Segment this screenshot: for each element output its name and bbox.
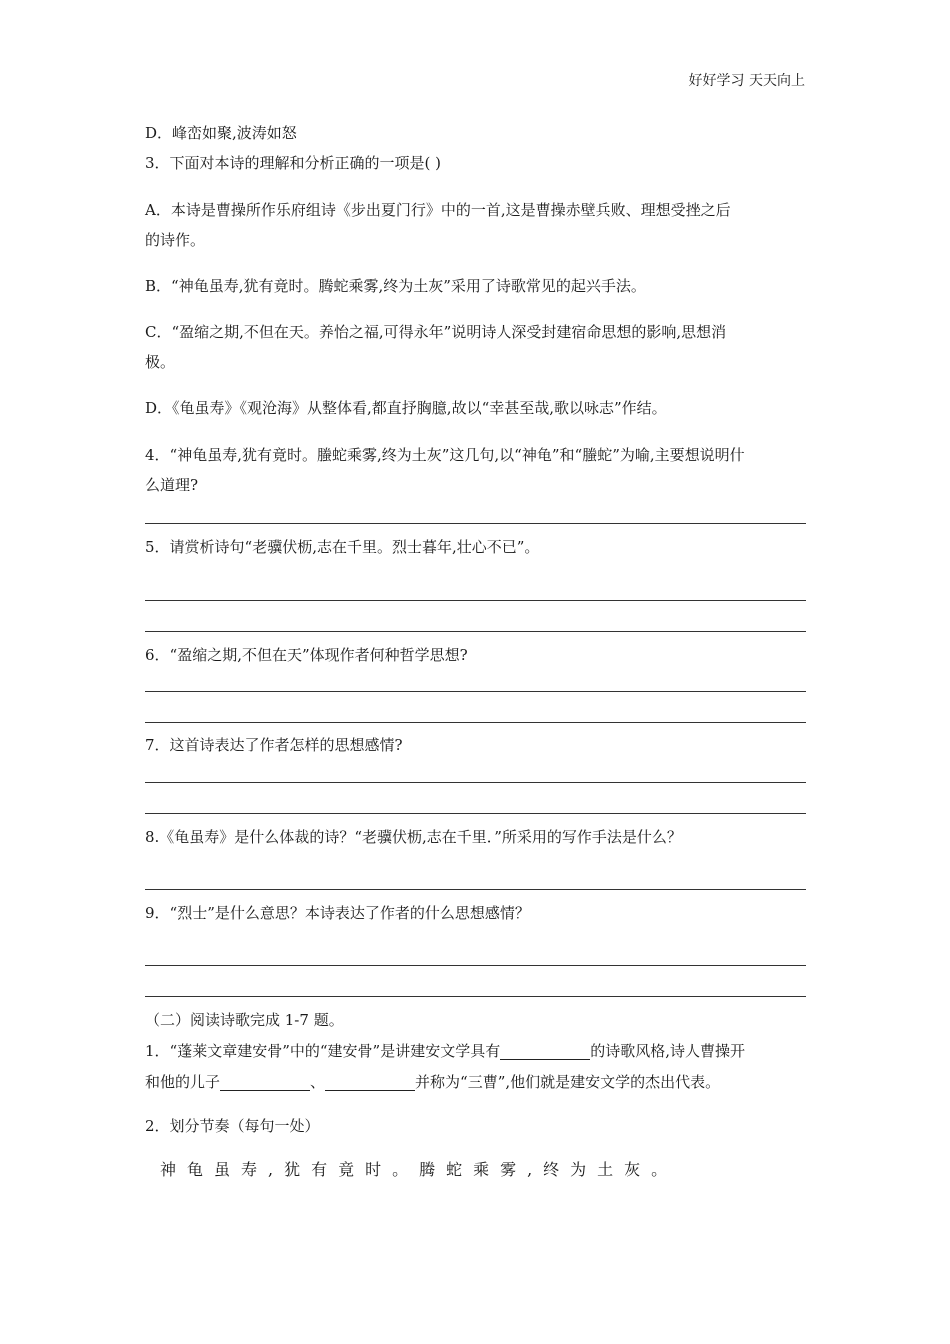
answer-line xyxy=(145,965,806,966)
question-4-line2: 么道理? xyxy=(145,476,199,494)
section-2-heading: （二）阅读诗歌完成 1-7 题。 xyxy=(145,1011,344,1029)
q3-option-b: B．“神龟虽寿,犹有竟时。腾蛇乘雾,终为土灰”采用了诗歌常见的起兴手法。 xyxy=(145,277,646,295)
question-4-line1: 4．“神龟虽寿,犹有竟时。螣蛇乘雾,终为土灰”这几句,以“神龟”和“螣蛇”为喻,主要想说明什 xyxy=(145,446,745,464)
answer-line xyxy=(145,996,806,997)
answer-line xyxy=(145,523,806,524)
question-9: 9．“烈士”是什么意思？本诗表达了作者的什么思想感情？ xyxy=(145,904,530,922)
question-8: 8.《龟虽寿》是什么体裁的诗？“老骥伏枥,志在千里．”所采用的写作手法是什么？ xyxy=(145,828,682,846)
s2-question-2: 2．划分节奏（每句一处） xyxy=(145,1117,320,1135)
s2q1-text-b: 的诗歌风格,诗人曹操开 xyxy=(590,1042,746,1060)
fill-blank-3[interactable] xyxy=(325,1072,415,1091)
answer-line xyxy=(145,889,806,890)
page-header: 好好学习 天天向上 xyxy=(688,73,805,89)
question-5: 5．请赏析诗句“老骥伏枥,志在千里。烈士暮年,壮心不已”。 xyxy=(145,538,540,556)
fill-blank-2[interactable] xyxy=(220,1072,310,1091)
answer-line xyxy=(145,813,806,814)
s2-question-1-line1 xyxy=(145,1036,810,1066)
q3-option-a-line1: A．本诗是曹操所作乐府组诗《步出夏门行》中的一首,这是曹操赤壁兵败、理想受挫之后 xyxy=(145,201,731,219)
answer-line xyxy=(145,631,806,632)
q3-option-d: D．《龟虽寿》《观沧海》从整体看,都直抒胸臆,故以“幸甚至哉,歌以咏志”作结。 xyxy=(145,399,667,417)
q3-option-c-line2: 极。 xyxy=(145,353,176,371)
question-6: 6．“盈缩之期,不但在天”体现作者何种哲学思想? xyxy=(145,646,468,664)
answer-line xyxy=(145,722,806,723)
q3-option-c-line1: C．“盈缩之期,不但在天。养怡之福,可得永年”说明诗人深受封建宿命思想的影响,思想消 xyxy=(145,323,727,341)
s2q1-text-d: 、 xyxy=(310,1073,326,1091)
s2-question-1-line2 xyxy=(145,1067,810,1097)
answer-line xyxy=(145,600,806,601)
s2q1-text-e: 并称为“三曹”,他们就是建安文学的杰出代表。 xyxy=(415,1073,721,1091)
s2q1-text-a: 1．“蓬莱文章建安骨”中的“建安骨”是讲建安文学具有 xyxy=(145,1042,501,1060)
answer-line xyxy=(145,782,806,783)
question-3: 3．下面对本诗的理解和分析正确的一项是( ) xyxy=(145,154,442,172)
answer-line xyxy=(145,691,806,692)
question-7: 7．这首诗表达了作者怎样的思想感情? xyxy=(145,736,403,754)
rhythm-poem-line: 神龟虽寿,犹有竟时。腾蛇乘雾,终为土灰。 xyxy=(160,1160,679,1179)
fill-blank-1[interactable] xyxy=(500,1041,590,1060)
s2q1-text-c: 和他的儿子 xyxy=(145,1073,221,1091)
q2-option-d: D．峰峦如聚,波涛如怒 xyxy=(145,124,297,142)
q3-option-a-line2: 的诗作。 xyxy=(145,231,206,249)
